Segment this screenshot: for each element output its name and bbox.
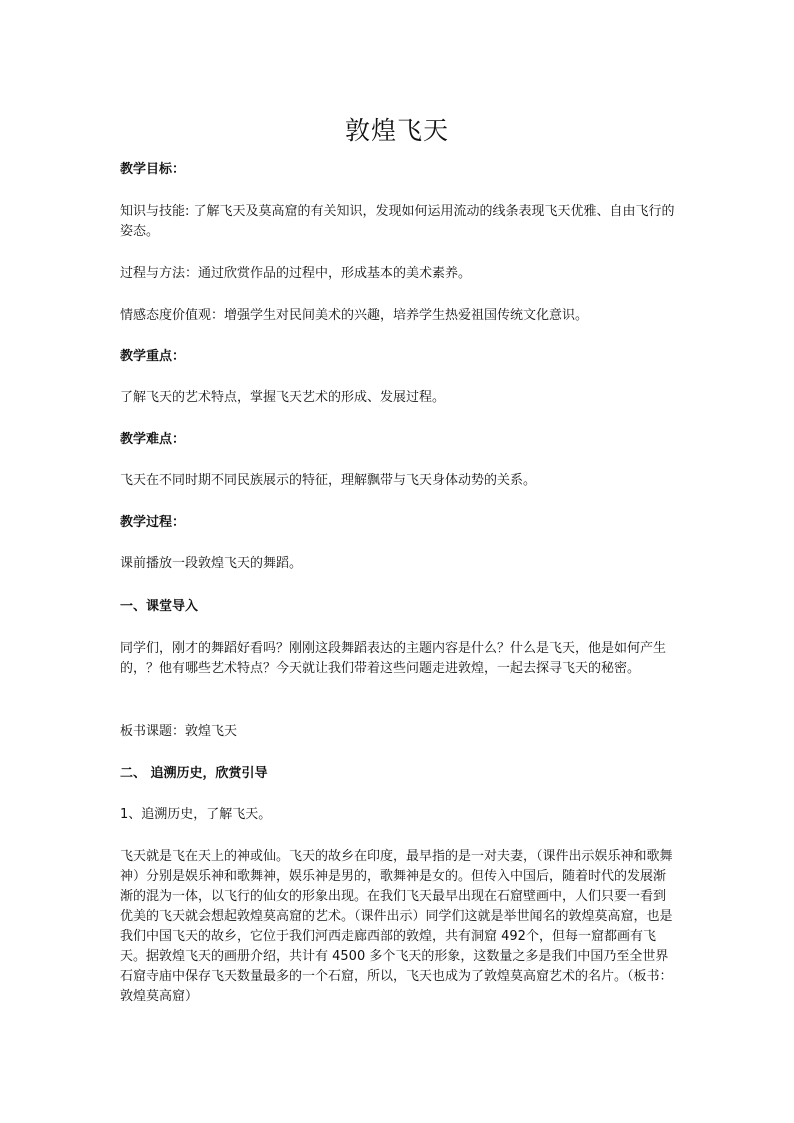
section2-item1: 1、追溯历史，了解飞天。	[120, 807, 272, 822]
section1-heading: 一、课堂导入	[120, 599, 199, 614]
board-title-paragraph: 板书课题：敦煌飞天	[120, 724, 238, 739]
goal-emotion-paragraph: 情感态度价值观：增强学生对民间美术的兴趣，培养学生热爱祖国传统文化意识。	[120, 308, 589, 323]
section2-paragraph: 飞天就是飞在天上的神或仙。飞天的故乡在印度，最早指的是一对夫妻，（课件出示娱乐神和歌舞神）分别是娱乐神和歌舞神，娱乐神是男的，歌舞神是女的。但传入中国后，随着时代的发展渐渐的混为一体，以飞行的仙女的形象出现。在我们飞天最早出现在石窟壁画中，人们只要一看到优美的飞天就会想起敦煌莫高窟的艺术。（课件出示）同学们这就是举世闻名的敦煌莫高窟，也是我们中国飞天的故乡，它位于我们河西走廊西部的敦煌，共有洞窟 492个，但每一窟都画有飞天。据敦煌飞天的画册介绍，共计有 4500 多个飞天的形象，这数量之多是我们中国乃至全世界石窟寺庙中保存飞天数量最多的一个石窟，所以，飞天也成为了敦煌莫高窟艺术的名片。（板书：敦煌莫高窟）	[120, 849, 673, 1004]
process-intro-paragraph: 课前播放一段敦煌飞天的舞蹈。	[120, 556, 303, 571]
focus-heading: 教学重点：	[120, 349, 186, 364]
page-title: 敦煌飞天	[344, 116, 449, 145]
section2-heading: 二、 追溯历史，欣赏引导	[120, 766, 268, 781]
focus-paragraph: 了解飞天的艺术特点，掌握飞天艺术的形成、发展过程。	[120, 390, 446, 405]
section1-paragraph: 同学们，刚才的舞蹈好看吗？刚刚这段舞蹈表达的主题内容是什么？什么是飞天，他是如何产生的，？他有哪些艺术特点？今天就让我们带着这些问题走进敦煌，一起去探寻飞天的秘密。	[120, 641, 667, 676]
goal-process-paragraph: 过程与方法：通过欣赏作品的过程中，形成基本的美术素养。	[120, 266, 472, 281]
goal-knowledge-paragraph: 知识与技能: 了解飞天及莫高窟的有关知识，发现如何运用流动的线条表现飞天优雅、自由飞行的姿态。	[120, 204, 675, 239]
difficulty-paragraph: 飞天在不同时期不同民族展示的特征，理解飘带与飞天身体动势的关系。	[120, 473, 537, 488]
difficulty-heading: 教学难点：	[120, 432, 186, 447]
process-heading: 教学过程：	[120, 515, 186, 530]
goals-heading: 教学目标：	[120, 162, 186, 177]
